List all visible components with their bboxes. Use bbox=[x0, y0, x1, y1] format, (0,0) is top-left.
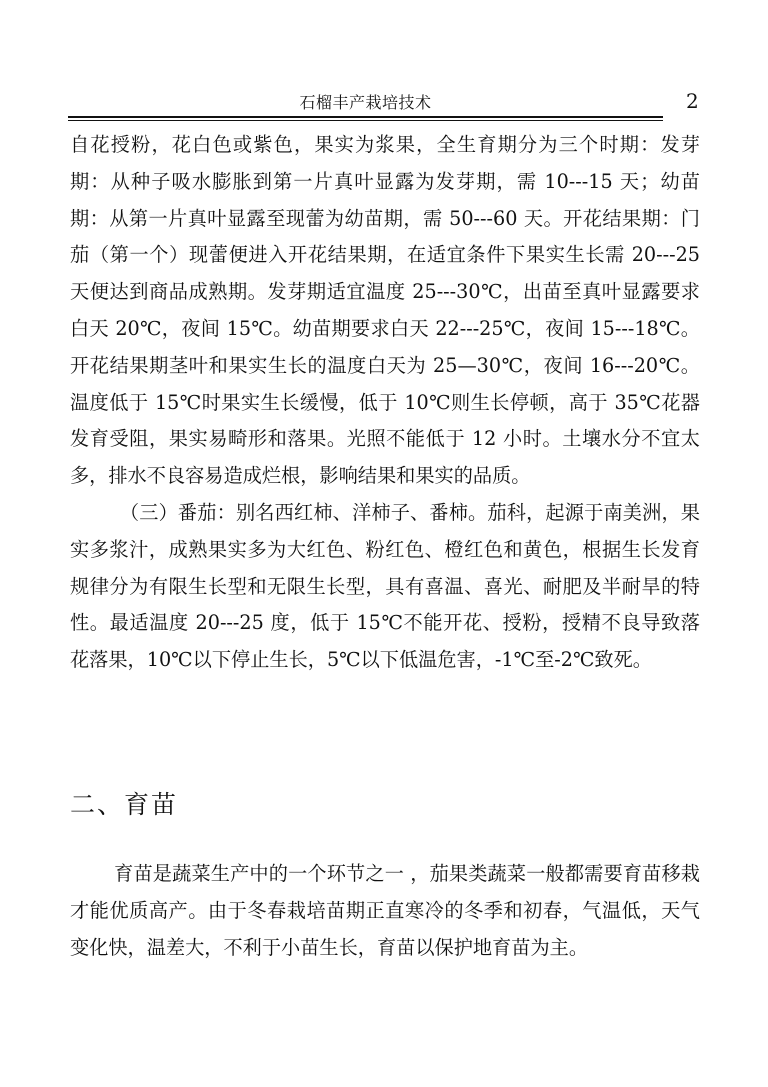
section-text bbox=[70, 855, 700, 966]
body-paragraph-2: （三）番茄：别名西红柿、洋柿子、番柿。茄科，起源于南美洲，果实多浆汁，成熟果实多为大红色、粉红色、橙红色和黄色，根据生长发育规律分为有限生长型和无限生长型，具有喜温、喜光、耐肥及半耐旱的特性。最适温度 20---25 度，低于 15℃不能开花、授粉，授精不良导致落花落果，10℃以下停止生长，5℃以下低温危害，-1℃至-2℃致死。 bbox=[70, 500, 700, 672]
header-rule-thin bbox=[68, 120, 663, 121]
header-rule-thick bbox=[68, 116, 663, 118]
section-heading: 二、育苗 bbox=[70, 790, 179, 819]
body-paragraph-1: 自花授粉，花白色或紫色，果实为浆果，全生育期分为三个时期：发芽期：从种子吸水膨胀到第一片真叶显露为发芽期，需 10---15 天；幼苗期：从第一片真叶显露至现蕾为幼苗期，需 50---60 天。开花结果期：门茄（第一个）现蕾便进入开花结果期，在适宜条件下果实生长需 20---25 天便达到商品成熟期。发芽期适宜温度 25---30℃，出苗至真叶显露要求白天 20℃，夜间 15℃。幼苗期要求白天 22---25℃，夜间 15---18℃。开花结果期茎叶和果实生长的温度白天为 25—30℃，夜间 16---20℃。温度低于 15℃时果实生长缓慢，低于 10℃则生长停顿，高于 35℃花器发育受阻，果实易畸形和落果。光照不能低于 12 小时。土壤水分不宜太多，排水不良容易造成烂根，影响结果和果实的品质。 bbox=[70, 133, 700, 488]
section-paragraph: 育苗是蔬菜生产中的一个环节之一 ，茄果类蔬菜一般都需要育苗移栽才能优质高产。由于冬春栽培苗期正直寒冷的冬季和初春，气温低，天气变化快，温差大，不利于小苗生长，育苗以保护地育苗为主。 bbox=[70, 862, 700, 959]
running-header bbox=[68, 92, 663, 118]
page-number: 2 bbox=[686, 89, 699, 113]
header-title: 石榴丰产栽培技术 bbox=[299, 93, 432, 112]
body-text bbox=[70, 127, 700, 679]
